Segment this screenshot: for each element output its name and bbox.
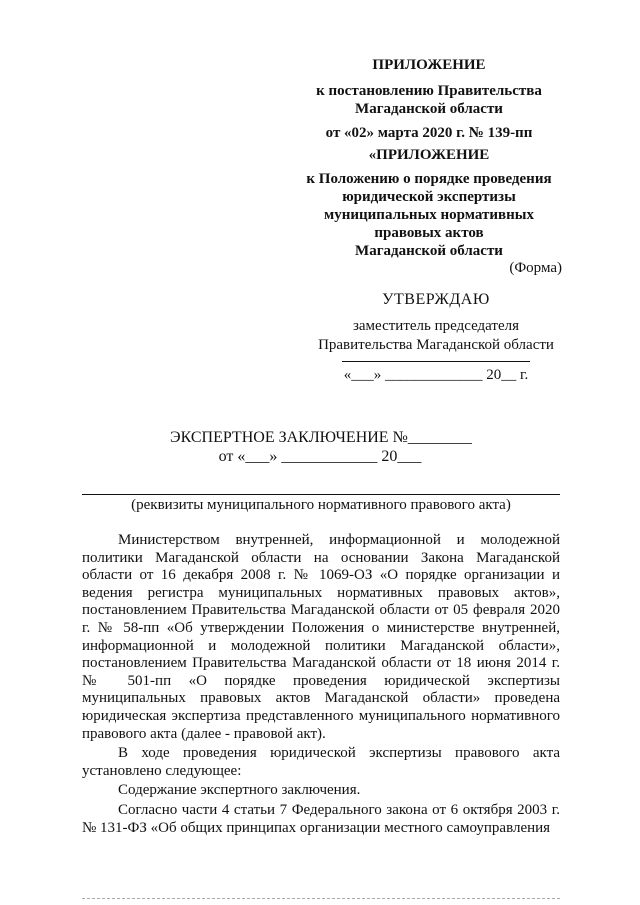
approver-position: Правительства Магаданской области [318,337,554,353]
conclusion-title: ЭКСПЕРТНОЕ ЗАКЛЮЧЕНИЕ №________ [170,429,472,446]
body-paragraph: В ходе проведения юридической экспертизы правового акта установлено следующее: [82,745,560,779]
appendix-header [300,56,558,142]
appendix-line: правовых актов [374,225,484,241]
conclusion-heading [170,428,470,466]
appendix-line: муниципальных нормативных [324,207,534,223]
approval-block [318,290,554,385]
appendix-line: к Положению о порядке проведения [306,171,552,187]
requisites-line [82,494,560,495]
appendix-title: ПРИЛОЖЕНИЕ [372,57,486,73]
approval-title: УТВЕРЖДАЮ [382,291,490,308]
appendix-line: Магаданской области [355,243,503,259]
appendix-line: Магаданской области [355,101,503,117]
page-edge-line [82,898,560,899]
regulation-appendix-header [300,146,558,260]
signature-line [342,361,530,362]
appendix-line: от «02» марта 2020 г. № 139-пп [325,125,533,141]
document-body [82,532,560,837]
conclusion-date-line: от «___» ____________ 20___ [218,448,422,465]
body-paragraph: Содержание экспертного заключения. [118,782,361,799]
form-label: (Форма) [509,260,562,276]
body-paragraph: Согласно части 4 статьи 7 Федерального закона от 6 октября 2003 г. № 131-ФЗ «Об общих принципах организации местного самоуправления [82,801,560,836]
appendix-line: к постановлению Правительства [316,83,542,99]
body-paragraph: Министерством внутренней, информационной и молодежной политики Магаданской области на основании Закона Магаданской области от 16 декабря 2008 г. № 1069-ОЗ «О порядке организации и ведения регистра муниципальных нормативных правовых актов», постановлением Правительства Магаданской области от 05 февраля 2020 г. № 58-пп «Об утверждении Положения о министерстве внутренней, информационной и молодежной политики Магаданской области», постановлением Правительства Магаданской области от 18 июня 2014 г. № 501-пп «О порядке проведения юридической экспертизы муниципальных правовых актов Магаданской области» проведена юридическая экспертиза представленного муниципального нормативного правового акта (далее - правовой акт). [82,532,560,742]
approver-position: заместитель председателя [352,318,520,334]
appendix-line: юридической экспертизы [342,189,516,205]
appendix-title: «ПРИЛОЖЕНИЕ [368,147,490,163]
approval-date-line: «___» _____________ 20__ г. [343,367,529,383]
requisites-caption: (реквизиты муниципального нормативного правового акта) [131,497,511,513]
